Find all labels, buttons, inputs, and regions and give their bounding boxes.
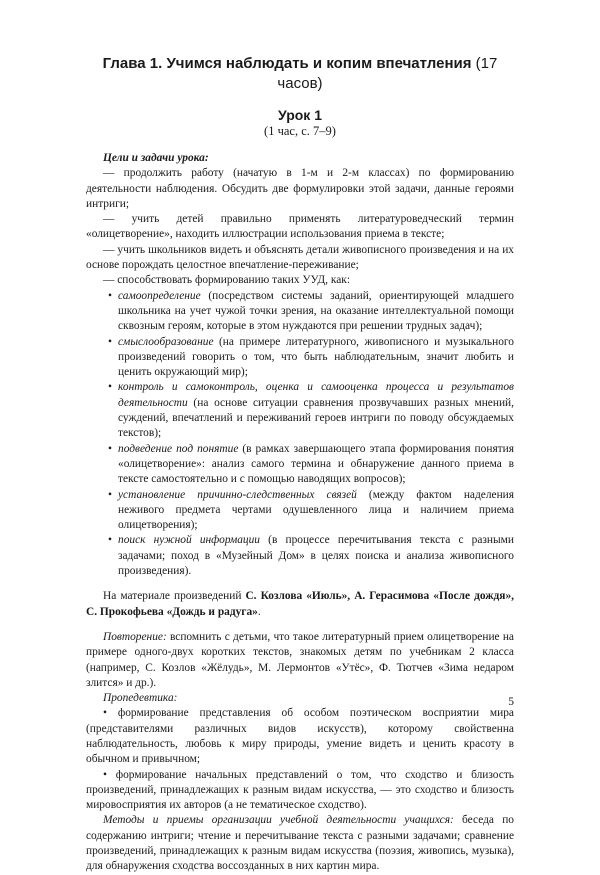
uud-item bbox=[118, 380, 514, 441]
goal-item: — учить детей правильно применять литературоведческий термин «олицетворение», находить иллюстрации использования приема в тексте; bbox=[86, 213, 514, 241]
goals-heading: Цели и задачи урока: bbox=[103, 152, 209, 164]
lesson-body bbox=[86, 151, 514, 875]
uud-item bbox=[118, 533, 514, 579]
uud-text: (между фактом наделения неживого предмета чертами одушевленного лица и наличием приема олицетворения); bbox=[118, 488, 515, 532]
material-end: . bbox=[257, 605, 261, 618]
propaedeutics-label: Пропедевтика: bbox=[103, 692, 178, 705]
chapter-hours: (17 часов) bbox=[277, 55, 498, 92]
uud-term: самоопределение bbox=[118, 289, 201, 302]
material-works: С. Козлова «Июль», А. Герасимова «После дождя», С. Прокофьева «Дождь и радуга» bbox=[86, 590, 514, 618]
uud-text: (в процессе перечитывания текста с разными задачами; поход в «Музейный Дом» в целях поиска и анализа живописного произведения). bbox=[118, 534, 514, 578]
material-lead: На материале произведений bbox=[103, 590, 246, 603]
goal-item: — продолжить работу (начатую в 1-м и 2-м классах) по формированию деятельности наблюдения. Обсудить две формулировки этой задачи, данные героями интриги; bbox=[86, 167, 514, 210]
propaedeutics-item: • формирование начальных представлений о том, что сходство и близость произведений, принадлежащих к разным видам искусства, — это сходство и близость мировосприятия их авторов (а не тематическое сходство). bbox=[86, 768, 514, 812]
page-number: 5 bbox=[508, 696, 514, 708]
material-paragraph bbox=[86, 589, 514, 620]
uud-text: (на основе ситуации сравнения прозвучавших разных мнений, суждений, впечатлений и переживаний героев интриги по поводу обсуждаемых текстов); bbox=[118, 396, 514, 440]
lesson-header bbox=[86, 106, 514, 139]
uud-item bbox=[118, 335, 514, 381]
uud-item bbox=[118, 289, 514, 335]
repetition-label: Повторение: bbox=[103, 630, 167, 643]
uud-term: установление причинно-следственных связей bbox=[118, 488, 357, 501]
uud-list bbox=[86, 289, 514, 580]
methods-paragraph bbox=[86, 813, 514, 874]
methods-label: Методы и приемы организации учебной деятельности учащихся: bbox=[103, 814, 454, 827]
repetition-paragraph bbox=[86, 630, 514, 691]
uud-text: (на примере литературного, живописного и музыкального произведений говорить о том, что быть наблюдательным, значит любить и ценить окружающий мир); bbox=[118, 335, 514, 379]
uud-item bbox=[118, 488, 514, 534]
uud-term: контроль и самоконтроль, оценка и самооценка процесса и результатов деятельности bbox=[118, 381, 514, 409]
uud-term: поиск нужной информации bbox=[118, 534, 260, 547]
uud-text: (в рамках завершающего этапа формирования понятия «олицетворение»: анализ самого термина и обнаружение данного приема в тексте самостоятельно и с помощью наводящих вопросов); bbox=[118, 442, 514, 486]
uud-term: подведение под понятие bbox=[118, 442, 239, 455]
propaedeutics-item: • формирование представления об особом поэтическом восприятии мира (представителями различных видов искусств), которому свойственна наблюдательность, любовь к миру природы, умение видеть и ценить красоту в обычном и привычном; bbox=[86, 707, 514, 766]
chapter-title: Глава 1. Учимся наблюдать и копим впечатления bbox=[102, 55, 472, 72]
goal-item: — способствовать формированию таких УУД, как: bbox=[103, 274, 350, 287]
uud-item bbox=[118, 442, 514, 488]
methods-text: беседа по содержанию интриги; чтение и перечитывание текста с разными задачами; сравнение произведений, принадлежащих к разным видам искусства (поэзия, живопись, музыка), для обнаружения сходства воссозданных в них картин мира. bbox=[86, 814, 514, 873]
uud-text: (посредством системы заданий, ориентирующей младшего школьника на учет чужой точки зрения, на оказание интеллектуальной помощи сквозным героям, которые в этом нуждаются при решении трудных задач); bbox=[118, 289, 514, 333]
chapter-heading bbox=[86, 54, 514, 94]
uud-term: смыслообразование bbox=[118, 335, 214, 348]
repetition-text: вспомнить с детьми, что такое литературный прием олицетворение на примере одного-двух коротких текстов, знакомых детям по учебникам 2 класса (например, С. Козлов «Жёлудь», М. Лермонтов «Утёс», Ф. Тютчев «Зима недаром злится» и др.). bbox=[86, 630, 514, 689]
lesson-title: Урок 1 bbox=[278, 107, 322, 123]
lesson-subtitle: (1 час, с. 7–9) bbox=[264, 124, 336, 138]
goal-item: — учить школьников видеть и объяснять детали живописного произведения и на их основе порождать целостное впечатление-переживание; bbox=[86, 243, 514, 272]
